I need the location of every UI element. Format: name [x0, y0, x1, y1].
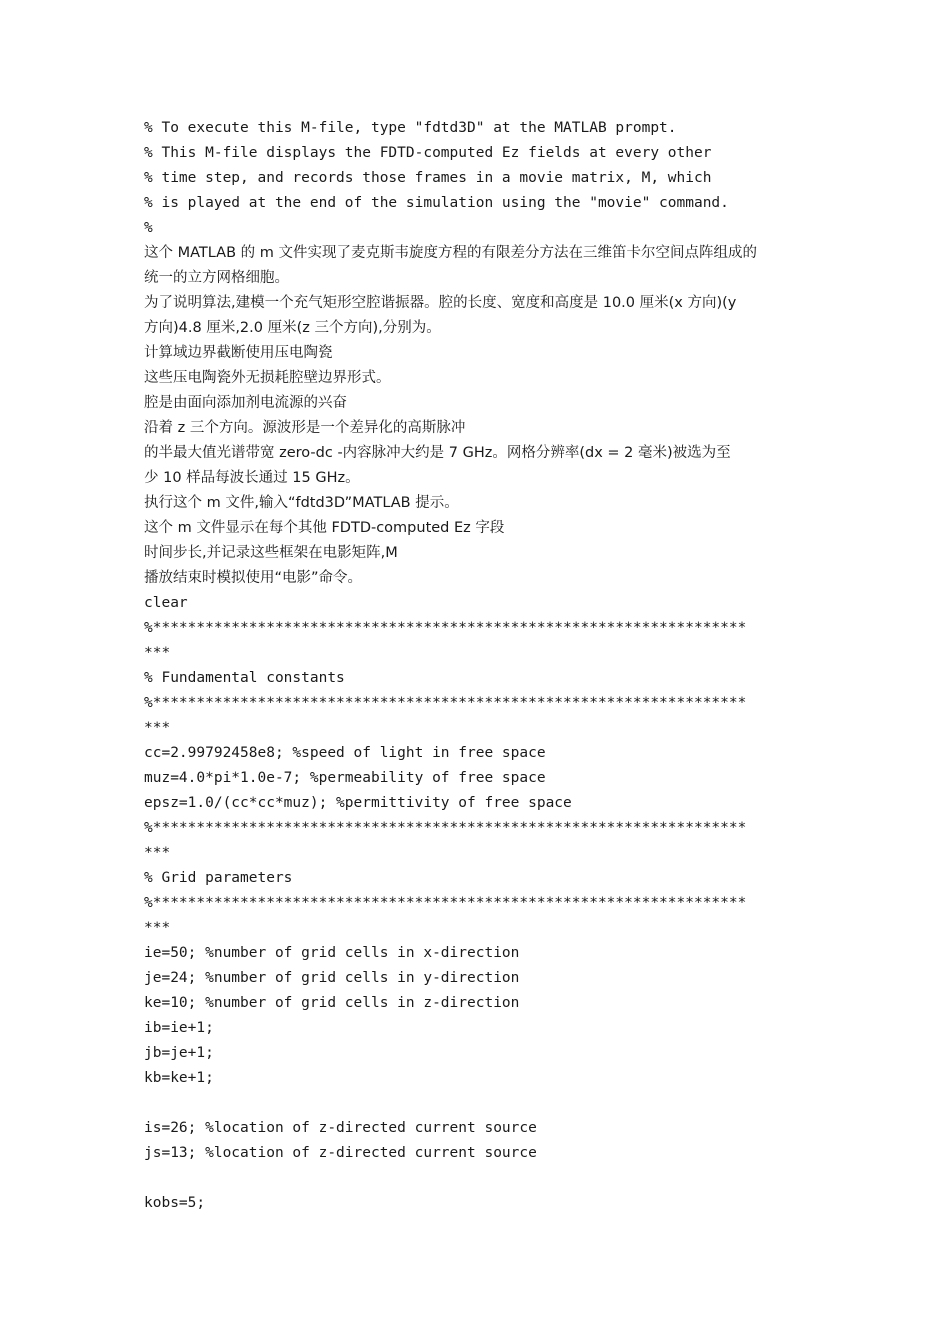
code-line: % To execute this M-file, type "fdtd3D" at the MATLAB prompt. — [144, 120, 677, 136]
translation-text-line: 方向)4.8 厘米,2.0 厘米(z 三个方向),分别为。 — [144, 320, 441, 336]
translation-text-line: 时间步长,并记录这些框架在电影矩阵,M — [144, 545, 398, 561]
blank-line — [144, 1166, 810, 1191]
code-line: %******************************************************************** — [144, 620, 747, 636]
code-line: jb=je+1; — [144, 1045, 214, 1061]
code-line: js=13; %location of z-directed current source — [144, 1145, 537, 1161]
translation-text-line: 的半最大值光谱带宽 zero-dc -内容脉冲大约是 7 GHz。网格分辨率(dx = 2 毫米)被选为至 — [144, 445, 731, 461]
code-line: %******************************************************************** — [144, 695, 747, 711]
code-line: clear — [144, 595, 188, 611]
code-line: % Grid parameters — [144, 870, 293, 886]
code-line: % This M-file displays the FDTD-computed Ez fields at every other — [144, 145, 712, 161]
translation-text-line: 计算域边界截断使用压电陶瓷 — [144, 345, 333, 361]
translation-text-line: 播放结束时模拟使用“电影”命令。 — [144, 570, 363, 586]
code-line: kb=ke+1; — [144, 1070, 214, 1086]
code-line: %******************************************************************** — [144, 895, 747, 911]
code-line: ib=ie+1; — [144, 1020, 214, 1036]
code-line: is=26; %location of z-directed current source — [144, 1120, 537, 1136]
code-line: *** — [144, 845, 171, 861]
translation-text-line: 这个 MATLAB 的 m 文件实现了麦克斯韦旋度方程的有限差分方法在三维笛卡尔空间点阵组成的 — [144, 245, 757, 261]
translation-text-line: 沿着 z 三个方向。源波形是一个差异化的高斯脉冲 — [144, 420, 466, 436]
code-line: %******************************************************************** — [144, 820, 747, 836]
translation-text-line: 统一的立方网格细胞。 — [144, 270, 289, 286]
code-line: muz=4.0*pi*1.0e-7; %permeability of free space — [144, 770, 546, 786]
code-line: ie=50; %number of grid cells in x-direction — [144, 945, 520, 961]
code-line: % time step, and records those frames in a movie matrix, M, which — [144, 170, 712, 186]
code-line: je=24; %number of grid cells in y-direction — [144, 970, 520, 986]
translation-text-line: 这个 m 文件显示在每个其他 FDTD-computed Ez 字段 — [144, 520, 505, 536]
translation-text-line: 执行这个 m 文件,输入“fdtd3D”MATLAB 提示。 — [144, 495, 459, 511]
code-line: ke=10; %number of grid cells in z-direction — [144, 995, 520, 1011]
code-line: % Fundamental constants — [144, 670, 345, 686]
translation-text-line: 少 10 样品每波长通过 15 GHz。 — [144, 470, 360, 486]
translation-text-line: 这些压电陶瓷外无损耗腔壁边界形式。 — [144, 370, 391, 386]
code-line: *** — [144, 645, 171, 661]
code-line: cc=2.99792458e8; %speed of light in free space — [144, 745, 546, 761]
translation-text-line: 腔是由面向添加剂电流源的兴奋 — [144, 395, 347, 411]
code-line: epsz=1.0/(cc*cc*muz); %permittivity of free space — [144, 795, 572, 811]
code-line: *** — [144, 920, 171, 936]
code-line: kobs=5; — [144, 1195, 206, 1211]
code-line: % — [144, 220, 153, 236]
document-body — [144, 116, 810, 1216]
code-line: % is played at the end of the simulation using the "movie" command. — [144, 195, 729, 211]
blank-line — [144, 1091, 810, 1116]
code-line: *** — [144, 720, 171, 736]
translation-text-line: 为了说明算法,建模一个充气矩形空腔谐振器。腔的长度、宽度和高度是 10.0 厘米(x 方向)(y — [144, 295, 737, 311]
